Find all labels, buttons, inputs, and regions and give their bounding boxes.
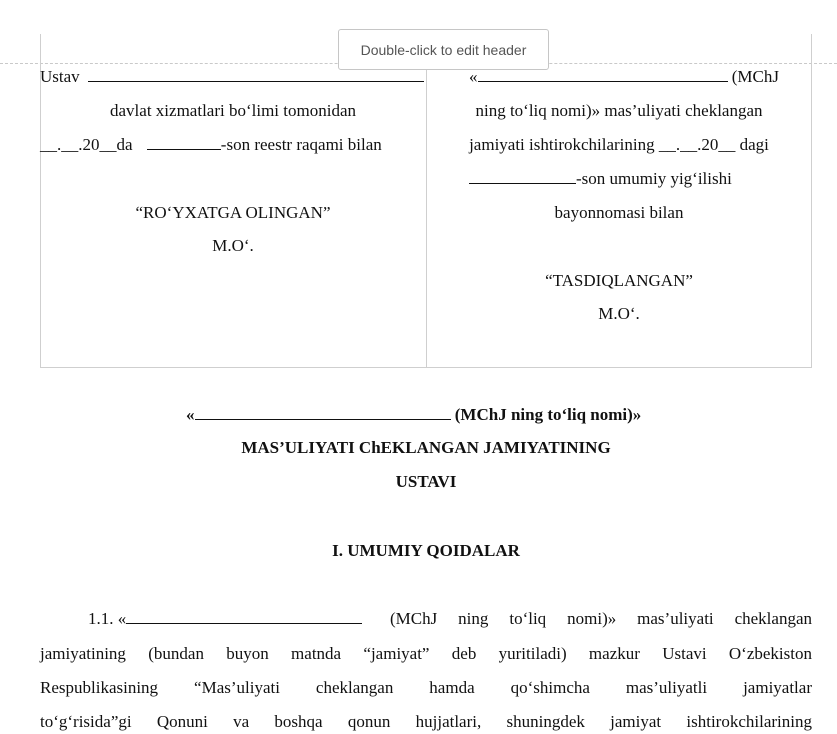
title-line3: USTAVI [395,472,457,491]
title-name-blank [195,406,451,420]
registry-number-label: -son reestr raqami bilan [220,135,382,154]
paragraph-line3: Respublikasining “Mas’uliyati cheklangan hamda qo‘shimcha mas’uliyatli jamiyatlar [40,678,812,697]
quote-open: « [469,67,478,86]
clause-number: 1.1. « [88,609,127,628]
title-line1 [186,405,641,425]
registry-blank [88,68,424,82]
ustav-label: Ustav [40,67,80,86]
right-cell-line5: bayonnomasi bilan [554,203,684,222]
registration-date: __.__.20__da [40,135,133,154]
clause-name-blank [126,610,362,624]
right-cell-line3: jamiyati ishtirokchilarining __.__.20__ dagi [469,135,769,154]
title-quote-open: « [186,405,195,424]
right-cell-line2: ning to‘liq nomi)» mas’uliyati cheklangan [475,101,763,120]
left-cell-line3 [40,135,382,155]
paragraph-line4: to‘g‘risida”gi Qonuni va boshqa qonun hujjatlari, shuningdek jamiyat ishtirokchilarining [40,712,812,731]
title-line2: MAS’ULIYATI ChEKLANGAN JAMIYATINING [241,438,611,457]
left-seal-place: M.O‘. [212,236,254,255]
edit-header-hint[interactable]: Double-click to edit header [338,29,549,70]
paragraph-line1-start [88,609,362,629]
title-mchj-label: (MChJ ning to‘liq nomi)» [454,405,642,424]
meeting-label: -son umumiy yig‘ilishi [576,169,732,188]
left-cell-line2: davlat xizmatlari bo‘limi tomonidan [110,101,356,120]
right-cell-line4 [469,169,732,189]
registry-number-blank [147,136,221,150]
paragraph-line1-rest: (MChJ ning to‘liq nomi)» mas’uliyati cheklangan [390,609,812,628]
meeting-number-blank [469,170,576,184]
right-seal-place: M.O‘. [598,304,640,323]
registered-stamp: “RO‘YXATGA OLINGAN” [135,203,331,222]
paragraph-line2: jamiyatining (bundan buyon matnda “jamiyat” deb yuritiladi) mazkur Ustavi O‘zbekiston [40,644,812,663]
approved-stamp: “TASDIQLANGAN” [545,271,693,290]
mchj-label: (MChJ [731,67,779,86]
company-name-blank [478,68,728,82]
section-heading: I. UMUMIY QOIDALAR [332,541,520,560]
right-cell-line1 [469,67,779,87]
left-cell-line1 [40,67,424,87]
